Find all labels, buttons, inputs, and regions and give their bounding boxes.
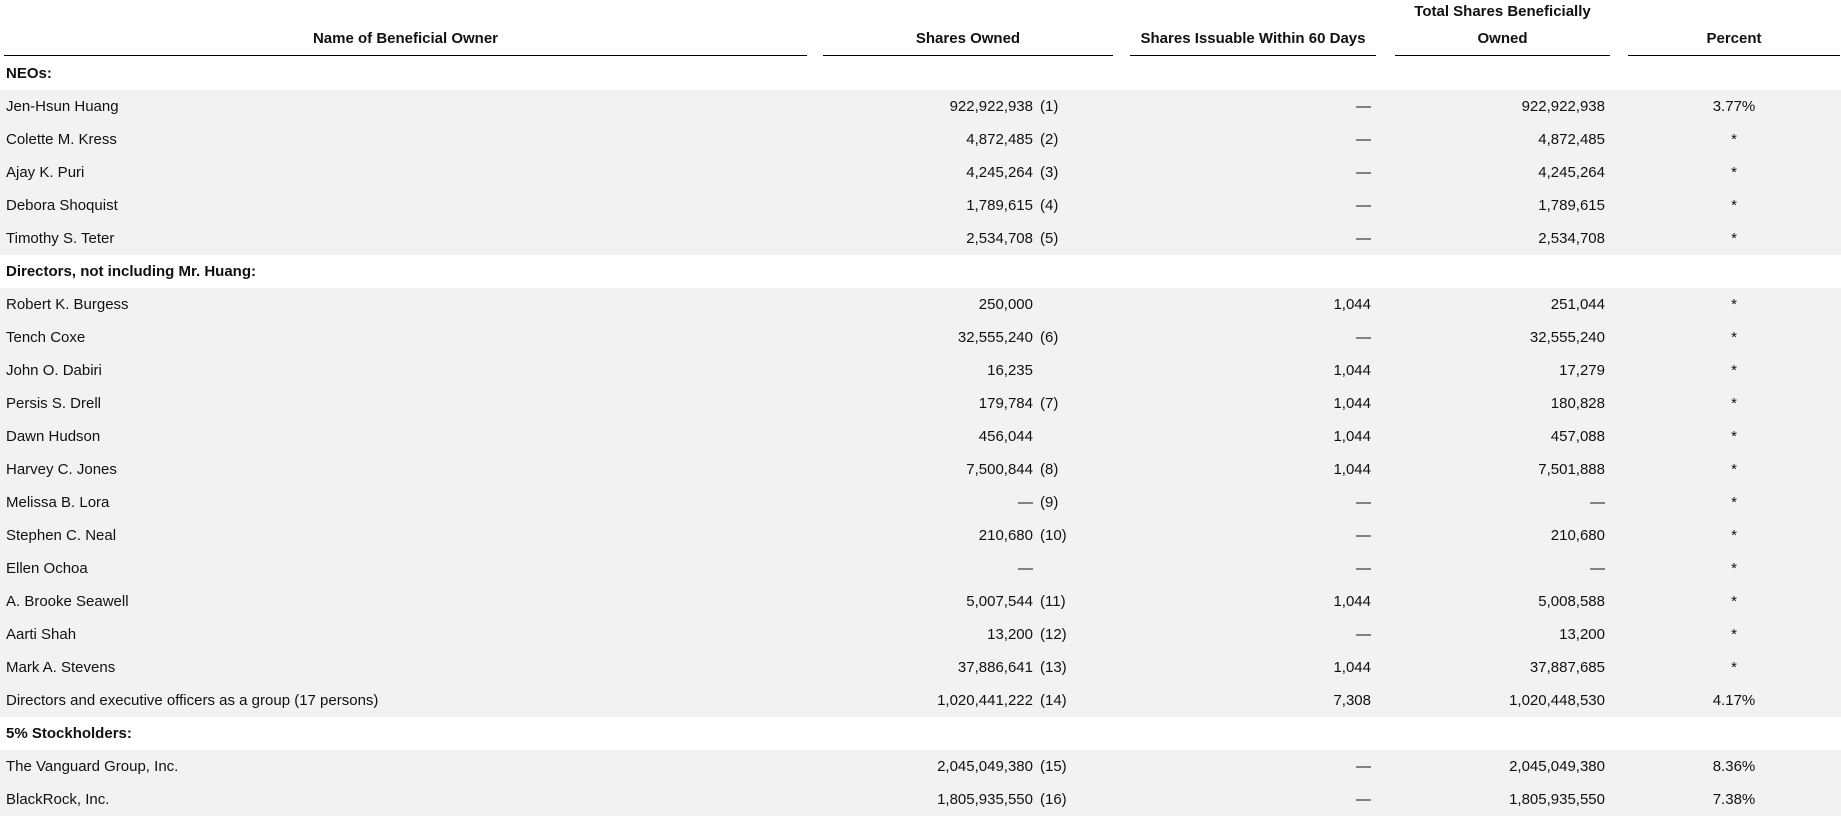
owner-name-cell: Melissa B. Lora — [6, 494, 110, 511]
shares-issuable-cell: 7,308 — [1333, 692, 1371, 709]
owner-name-cell: Aarti Shah — [6, 626, 77, 643]
shares-owned-cell: 32,555,240 — [957, 329, 1033, 346]
table-header — [0, 0, 1841, 57]
shares-owned-cell: 7,500,844 — [966, 461, 1033, 478]
footnote-ref: (10) — [1040, 527, 1067, 544]
total-shares-cell: 2,045,049,380 — [1509, 758, 1605, 775]
total-shares-cell: 17,279 — [1559, 362, 1605, 379]
percent-cell: * — [1731, 659, 1737, 676]
total-shares-cell: 922,922,938 — [1521, 98, 1605, 115]
shares-issuable-cell: 1,044 — [1333, 461, 1371, 478]
table-row — [0, 651, 1841, 684]
total-shares-cell: 7,501,888 — [1538, 461, 1605, 478]
total-shares-cell: 1,789,615 — [1538, 197, 1605, 214]
shares-owned-cell: 4,872,485 — [966, 131, 1033, 148]
footnote-ref — [1040, 552, 1090, 585]
owner-name-cell: Directors and executive officers as a group (17 persons) — [6, 692, 379, 709]
total-shares-cell: 4,245,264 — [1538, 164, 1605, 181]
shares-issuable-cell: — — [1356, 791, 1371, 808]
owner-name-cell: A. Brooke Seawell — [6, 593, 129, 610]
shares-owned-cell: 2,534,708 — [966, 230, 1033, 247]
shares-issuable-cell: — — [1356, 98, 1371, 115]
percent-cell: * — [1731, 494, 1737, 511]
percent-cell: 7.38% — [1712, 791, 1756, 808]
total-shares-cell: 1,020,448,530 — [1509, 692, 1605, 709]
table-row — [0, 420, 1841, 453]
owner-name-cell: Ajay K. Puri — [6, 164, 85, 181]
shares-owned-cell: 37,886,641 — [957, 659, 1033, 676]
shares-owned-cell: — — [1018, 560, 1033, 577]
shares-owned-cell: 210,680 — [978, 527, 1033, 544]
shares-owned-cell: 5,007,544 — [966, 593, 1033, 610]
percent-cell: * — [1731, 197, 1737, 214]
table-row — [0, 684, 1841, 717]
shares-owned-cell: 2,045,049,380 — [937, 758, 1033, 775]
total-shares-cell: 5,008,588 — [1538, 593, 1605, 610]
total-shares-cell: 1,805,935,550 — [1509, 791, 1605, 808]
owner-name-cell: Robert K. Burgess — [6, 296, 129, 313]
owner-name-cell: Persis S. Drell — [6, 395, 102, 412]
percent-cell: * — [1731, 131, 1737, 148]
section-label: Directors, not including Mr. Huang: — [6, 263, 257, 280]
total-shares-cell: 37,887,685 — [1529, 659, 1605, 676]
percent-cell: * — [1731, 230, 1737, 247]
total-shares-cell: 251,044 — [1550, 296, 1605, 313]
percent-cell: * — [1731, 626, 1737, 643]
shares-issuable-cell: 1,044 — [1333, 296, 1371, 313]
shares-issuable-cell: — — [1356, 164, 1371, 181]
shares-issuable-cell: — — [1356, 560, 1371, 577]
shares-owned-cell: 1,020,441,222 — [937, 692, 1033, 709]
footnote-ref: (2) — [1040, 131, 1059, 148]
shares-issuable-cell: 1,044 — [1333, 659, 1371, 676]
shares-owned-cell: 1,805,935,550 — [937, 791, 1033, 808]
shares-issuable-cell: — — [1356, 758, 1371, 775]
table-row — [0, 90, 1841, 123]
footnote-ref — [1040, 288, 1090, 321]
shares-issuable-cell: — — [1356, 197, 1371, 214]
footnote-ref: (8) — [1040, 461, 1059, 478]
percent-cell: * — [1731, 362, 1737, 379]
total-shares-cell: 32,555,240 — [1529, 329, 1605, 346]
footnote-ref: (6) — [1040, 329, 1059, 346]
shares-owned-cell: 1,789,615 — [966, 197, 1033, 214]
shares-owned-cell: 4,245,264 — [966, 164, 1033, 181]
section-header-row — [0, 717, 1841, 750]
shares-owned-cell: 922,922,938 — [949, 98, 1033, 115]
shares-owned-cell: 179,784 — [978, 395, 1033, 412]
table-row — [0, 354, 1841, 387]
shares-issuable-cell: — — [1356, 626, 1371, 643]
shares-owned-cell: 16,235 — [987, 362, 1033, 379]
table-row — [0, 486, 1841, 519]
section-label: NEOs: — [6, 65, 52, 82]
owner-name-cell: Harvey C. Jones — [6, 461, 117, 478]
percent-cell: * — [1731, 593, 1737, 610]
table-row — [0, 585, 1841, 618]
total-shares-cell: 457,088 — [1550, 428, 1605, 445]
percent-cell: * — [1731, 527, 1737, 544]
shares-issuable-cell: — — [1356, 527, 1371, 544]
shares-issuable-cell: 1,044 — [1333, 362, 1371, 379]
percent-cell: * — [1731, 329, 1737, 346]
footnote-ref: (3) — [1040, 164, 1059, 181]
shares-issuable-cell: 1,044 — [1333, 428, 1371, 445]
owner-name-cell: Colette M. Kress — [6, 131, 117, 148]
header-total-line1: Total Shares Beneficially — [1414, 3, 1591, 20]
footnote-ref: (4) — [1040, 197, 1059, 214]
total-shares-cell: — — [1590, 560, 1605, 577]
owner-name-cell: Dawn Hudson — [6, 428, 101, 445]
header-total-shares — [1395, 0, 1610, 56]
table-row — [0, 222, 1841, 255]
table-row — [0, 618, 1841, 651]
header-total-line2: Owned — [1477, 30, 1528, 47]
owner-name-cell: Debora Shoquist — [6, 197, 118, 214]
shares-owned-cell: 250,000 — [978, 296, 1033, 313]
total-shares-cell: 2,534,708 — [1538, 230, 1605, 247]
shares-issuable-cell: — — [1356, 494, 1371, 511]
owner-name-cell: Stephen C. Neal — [6, 527, 117, 544]
footnote-ref: (13) — [1040, 659, 1067, 676]
footnote-ref: (16) — [1040, 791, 1067, 808]
owner-name-cell: Mark A. Stevens — [6, 659, 116, 676]
owner-name-cell: The Vanguard Group, Inc. — [6, 758, 179, 775]
header-percent: Percent — [1628, 0, 1840, 56]
table-row — [0, 750, 1841, 783]
percent-cell: * — [1731, 428, 1737, 445]
shares-owned-cell: 456,044 — [978, 428, 1033, 445]
total-shares-cell: 180,828 — [1550, 395, 1605, 412]
footnote-ref: (12) — [1040, 626, 1067, 643]
shares-issuable-cell: — — [1356, 329, 1371, 346]
percent-cell: * — [1731, 395, 1737, 412]
table-row — [0, 552, 1841, 585]
owner-name-cell: Timothy S. Teter — [6, 230, 115, 247]
table-row — [0, 156, 1841, 189]
table-row — [0, 387, 1841, 420]
shares-owned-cell: 13,200 — [987, 626, 1033, 643]
footnote-ref: (5) — [1040, 230, 1059, 247]
total-shares-cell: 13,200 — [1559, 626, 1605, 643]
shares-issuable-cell: — — [1356, 131, 1371, 148]
shares-owned-cell: — — [1018, 494, 1033, 511]
section-header-row — [0, 255, 1841, 288]
footnote-ref: (1) — [1040, 98, 1059, 115]
percent-cell: 8.36% — [1712, 758, 1756, 775]
footnote-ref: (14) — [1040, 692, 1067, 709]
total-shares-cell: 4,872,485 — [1538, 131, 1605, 148]
section-label: 5% Stockholders: — [6, 725, 132, 742]
owner-name-cell: Jen-Hsun Huang — [6, 98, 119, 115]
table-row — [0, 453, 1841, 486]
owner-name-cell: Ellen Ochoa — [6, 560, 88, 577]
footnote-ref — [1040, 420, 1090, 453]
percent-cell: * — [1731, 461, 1737, 478]
owner-name-cell: Tench Coxe — [6, 329, 86, 346]
header-shares-owned: Shares Owned — [823, 0, 1113, 56]
percent-cell: * — [1731, 560, 1737, 577]
footnote-ref: (15) — [1040, 758, 1067, 775]
table-body — [0, 57, 1841, 816]
header-name-of-beneficial-owner: Name of Beneficial Owner — [4, 0, 807, 56]
percent-cell: * — [1731, 164, 1737, 181]
footnote-ref: (11) — [1040, 593, 1066, 610]
percent-cell: 3.77% — [1712, 98, 1756, 115]
footnote-ref — [1040, 354, 1090, 387]
owner-name-cell: BlackRock, Inc. — [6, 791, 110, 808]
table-row — [0, 321, 1841, 354]
percent-cell: 4.17% — [1712, 692, 1756, 709]
footnote-ref: (9) — [1040, 494, 1059, 511]
table-row — [0, 519, 1841, 552]
shares-issuable-cell: 1,044 — [1333, 395, 1371, 412]
table-row — [0, 123, 1841, 156]
table-row — [0, 189, 1841, 222]
shares-issuable-cell: 1,044 — [1333, 593, 1371, 610]
section-header-row — [0, 57, 1841, 90]
total-shares-cell: — — [1590, 494, 1605, 511]
footnote-ref: (7) — [1040, 395, 1059, 412]
header-shares-issuable: Shares Issuable Within 60 Days — [1130, 0, 1376, 56]
table-row — [0, 783, 1841, 816]
table-row — [0, 288, 1841, 321]
owner-name-cell: John O. Dabiri — [6, 362, 102, 379]
shares-issuable-cell: — — [1356, 230, 1371, 247]
percent-cell: * — [1731, 296, 1737, 313]
total-shares-cell: 210,680 — [1550, 527, 1605, 544]
